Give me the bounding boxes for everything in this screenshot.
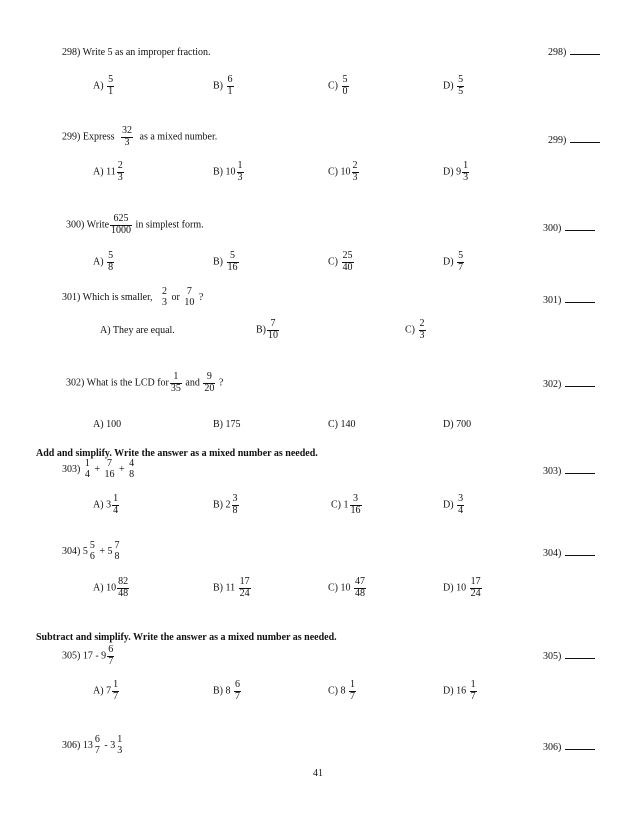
operator: + [94,463,100,475]
fraction: $\frac{1}{7}$ [113,679,119,702]
answer-blank-299[interactable] [548,135,600,146]
question-number: 306) [62,739,81,751]
question-text: Write 5 as an improper fraction. [82,47,211,58]
option-305-b[interactable] [213,680,242,702]
option-label: D) [443,582,454,594]
option-label: C) [328,685,338,697]
question-number: 302) [66,377,85,389]
option-label: C) [328,80,338,92]
question-305-stem [62,645,115,667]
whole-number: 10 [225,166,236,178]
answer-label: 305) [543,651,562,662]
answer-blank-304[interactable] [543,548,595,559]
option-label: A) [93,685,104,697]
option-300-b[interactable] [213,251,240,273]
fraction: 7 8 [114,540,120,562]
option-303-a[interactable] [93,494,120,516]
question-text: Write [86,219,110,231]
question-302-stem [66,372,223,394]
option-label: C) [328,419,338,430]
answer-blank-305[interactable] [543,651,595,662]
fraction: 1 3 [117,734,123,756]
answer-blank-306[interactable] [543,742,595,753]
fraction: $\frac{5}{7}$ [458,250,464,273]
fraction: 7 10 [184,286,195,308]
whole-number: 5 [82,545,88,557]
answer-label: 300) [543,223,562,234]
whole-number: 13 [82,739,93,751]
question-text: ? [198,291,204,303]
fraction: 5 6 [89,540,95,562]
option-label: C) [328,256,338,268]
option-label: B) [213,419,223,430]
option-305-a[interactable] [93,680,120,702]
question-number: 304) [62,545,81,557]
option-304-c[interactable] [328,577,367,599]
option-299-b[interactable] [213,161,245,183]
option-label: D) [443,166,454,178]
answer-label: 302) [543,379,562,390]
whole-number: 10 [106,582,117,594]
option-299-d[interactable] [443,161,470,183]
fraction: $\frac{6}{7}$ [108,644,114,667]
question-text: 17 - 9 [82,650,107,662]
option-label: C) [405,324,415,336]
option-label: A) [93,419,104,430]
question-number: 300) [66,219,85,231]
whole-number: 2 [225,499,231,511]
option-label: D) [443,80,454,92]
fraction: $\frac{1}{7}$ [470,679,476,702]
fraction: $\frac{2}{3}$ [352,160,358,183]
option-301-a[interactable] [100,325,175,336]
option-label: B) [256,324,266,336]
option-label: B) [213,166,223,178]
fraction: $\frac{625}{1000}$ [111,213,132,236]
option-303-c[interactable] [331,494,363,516]
whole-number: 16 [456,685,467,697]
option-299-a[interactable] [93,161,125,183]
question-text: or [171,291,180,303]
operator: + [99,545,105,557]
question-text: What is the LCD for [86,377,169,389]
question-301-stem [62,287,203,308]
question-text: in simplest form. [135,219,204,231]
whole-number: 9 [456,166,462,178]
operator: - [104,739,108,751]
option-300-d[interactable] [443,251,465,273]
fraction: $\frac{5}{8}$ [108,250,114,273]
fraction: $\frac{2}{3}$ [117,160,123,183]
option-302-a[interactable] [93,419,121,430]
answer-label: 298) [548,47,567,58]
fraction: 7 16 [104,458,115,480]
answer-blank-300[interactable] [543,223,595,234]
option-label: B) [213,499,223,511]
option-label: A) [93,582,104,594]
whole-number: 1 [343,499,349,511]
option-label: A) [93,499,104,511]
answer-label: 304) [543,548,562,559]
option-304-b[interactable] [213,577,252,599]
fraction: $\frac{6}{1}$ [227,74,233,97]
fraction: $\frac{3}{4}$ [458,493,464,516]
fraction: $\frac{1}{3}$ [463,160,469,183]
option-305-d[interactable] [443,680,478,702]
whole-number: 7 [106,685,112,697]
question-text: Which is smaller, [82,291,153,303]
fraction: $\frac{2}{3}$ [419,318,425,341]
option-text: 100 [106,419,122,430]
whole-number: 10 [456,582,467,594]
fraction: $\frac{5}{0}$ [342,74,348,97]
question-text: and [185,377,200,389]
fraction: $\frac{3}{16}$ [350,493,361,516]
question-306-stem [62,735,124,756]
whole-number: 3 [110,739,116,751]
whole-number: 3 [106,499,112,511]
option-label: B) [213,256,223,268]
fraction: 1 4 [84,458,90,480]
answer-label: 306) [543,742,562,753]
answer-label: 303) [543,466,562,477]
option-299-c[interactable] [328,161,360,183]
fraction: $\frac{1}{4}$ [113,493,119,516]
fraction: $\frac{5}{5}$ [458,74,464,97]
option-label: D) [443,419,454,430]
option-label: B) [213,582,223,594]
option-text: They are equal. [112,325,175,336]
option-298-d[interactable] [443,75,465,97]
option-301-b[interactable] [256,319,280,341]
option-304-d[interactable] [443,577,483,599]
whole-number: 8 [225,685,231,697]
fraction: $\frac{1}{3}$ [237,160,243,183]
question-number: 298) [62,47,81,58]
section-heading-add: Add and simplify. Write the answer as a mixed number as needed. [36,448,318,459]
option-305-c[interactable] [328,680,357,702]
option-label: A) [100,325,111,336]
question-number: 301) [62,291,81,303]
option-300-a[interactable] [93,251,115,273]
fraction: $\frac{47}{48}$ [355,576,365,599]
question-304-stem [62,541,121,562]
option-303-d[interactable] [443,494,465,516]
answer-blank-298[interactable] [548,47,600,58]
whole-number: 8 [340,685,346,697]
option-302-b[interactable] [213,419,241,430]
answer-blank-303[interactable] [543,466,595,477]
page-number: 41 [313,768,323,779]
option-302-d[interactable] [443,419,471,430]
question-300-stem [66,214,204,236]
fraction: $\frac{3}{8}$ [232,493,238,516]
option-300-c[interactable] [328,251,355,273]
option-text: 140 [340,419,356,430]
option-298-a[interactable] [93,75,115,97]
question-text: Express [82,131,115,143]
fraction: 4 8 [129,458,135,480]
option-label: A) [93,166,104,178]
question-number: 305) [62,650,81,662]
question-text: ? [218,377,224,389]
option-302-c[interactable] [328,419,356,430]
whole-number: 10 [340,582,351,594]
whole-number: 11 [106,166,116,178]
question-number: 299) [62,131,81,143]
fraction: $\frac{17}{24}$ [239,576,250,599]
fraction: $\frac{7}{10}$ [268,318,278,341]
fraction: $\frac{25}{40}$ [342,250,353,273]
whole-number: 11 [225,582,236,594]
option-label: A) [93,80,104,92]
answer-blank-302[interactable] [543,379,595,390]
fraction: 2 3 [162,286,168,308]
answer-label: 299) [548,135,567,146]
answer-label: 301) [543,295,562,306]
option-303-b[interactable] [213,494,240,516]
answer-blank-301[interactable] [543,295,595,306]
question-303-stem [62,459,136,480]
option-298-c[interactable] [328,75,350,97]
fraction: $\frac{17}{24}$ [470,576,481,599]
option-label: C) [331,499,341,511]
option-301-c[interactable] [405,319,427,341]
option-label: C) [328,582,338,594]
fraction: $\frac{5}{1}$ [108,74,114,97]
option-304-a[interactable] [93,577,130,599]
option-text: 175 [225,419,241,430]
option-label: D) [443,685,454,697]
operator: + [118,463,125,475]
fraction: $\frac{9}{20}$ [204,371,215,394]
section-heading-subtract: Subtract and simplify. Write the answer as a mixed number as needed. [36,632,337,643]
option-label: B) [213,685,223,697]
option-label: B) [213,80,223,92]
option-298-b[interactable] [213,75,235,97]
fraction: $\frac{82}{48}$ [118,576,129,599]
option-label: A) [93,256,104,268]
fraction: $\frac{32}{3}$ [122,125,133,148]
whole-number: 10 [340,166,351,178]
fraction: $\frac{6}{7}$ [235,679,240,702]
question-number: 303) [62,463,81,475]
fraction: $\frac{5}{16}$ [227,250,238,273]
question-text: as a mixed number. [139,131,218,143]
fraction: $\frac{1}{7}$ [350,679,355,702]
option-text: 700 [456,419,472,430]
option-label: D) [443,256,454,268]
option-label: C) [328,166,338,178]
whole-number: 5 [107,545,113,557]
option-label: D) [443,499,454,511]
fraction: 6 7 [94,734,100,756]
question-298-stem [62,47,211,58]
fraction: $\frac{1}{35}$ [170,371,181,394]
question-299-stem [62,126,217,148]
